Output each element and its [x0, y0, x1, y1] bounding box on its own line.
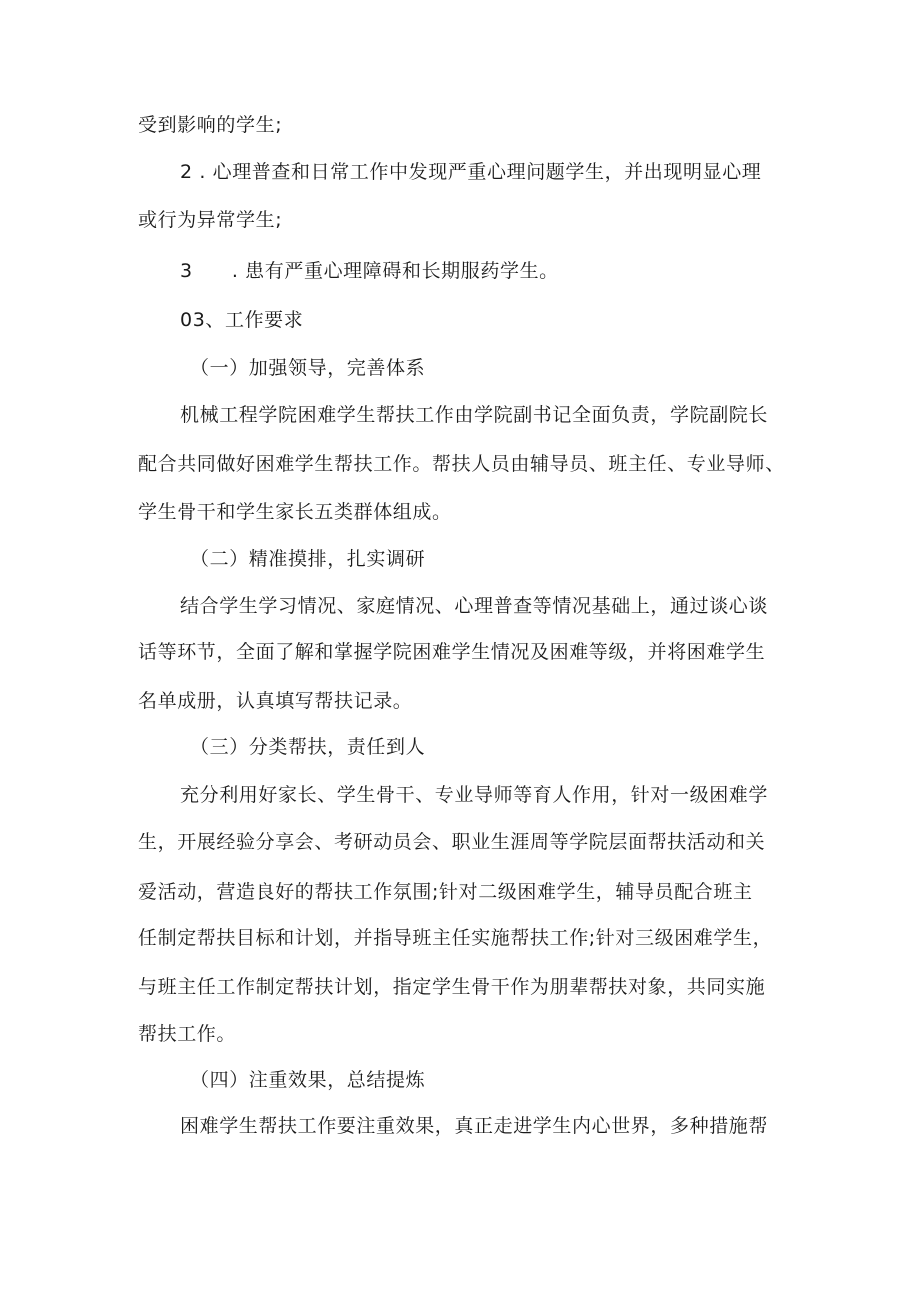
- subsection-heading: （一）加强领导，完善体系: [190, 357, 426, 379]
- paragraph-line: 学生骨干和学生家长五类群体组成。: [138, 501, 452, 523]
- paragraph-line: 爱活动，营造良好的帮扶工作氛围;针对二级困难学生，辅导员配合班主: [138, 881, 753, 903]
- paragraph-line: 困难学生帮扶工作要注重效果，真正走进学生内心世界，多种措施帮: [180, 1115, 769, 1137]
- paragraph-line: 生，开展经验分享会、考研动员会、职业生涯周等学院层面帮扶活动和关: [138, 831, 766, 853]
- paragraph-line: 任制定帮扶目标和计划，并指导班主任实施帮扶工作;针对三级困难学生，: [138, 927, 773, 949]
- subsection-heading: （四）注重效果，总结提炼: [190, 1069, 426, 1091]
- paragraph-line: 话等环节，全面了解和掌握学院困难学生情况及困难等级，并将困难学生: [138, 641, 766, 663]
- text-line: 或行为异常学生;: [138, 209, 283, 231]
- list-item-3: 3 . 患有严重心理障碍和长期服药学生。: [180, 260, 559, 282]
- paragraph-line: 机械工程学院困难学生帮扶工作由学院副书记全面负责，学院副院长: [180, 404, 769, 426]
- paragraph-line: 充分利用好家长、学生骨干、专业导师等育人作用，针对一级困难学: [180, 784, 769, 806]
- subsection-heading: （三）分类帮扶，责任到人: [190, 736, 426, 758]
- paragraph-line: 结合学生学习情况、家庭情况、心理普查等情况基础上，通过谈心谈: [180, 595, 769, 617]
- paragraph-line: 名单成册，认真填写帮扶记录。: [138, 690, 413, 712]
- subsection-heading: （二）精准摸排，扎实调研: [190, 548, 426, 570]
- section-heading: 03、工作要求: [180, 309, 304, 331]
- list-item-2: 2 . 心理普查和日常工作中发现严重心理问题学生，并出现明显心理: [180, 161, 762, 183]
- paragraph-line: 配合共同做好困难学生帮扶工作。帮扶人员由辅导员、班主任、专业导师、: [138, 453, 785, 475]
- text-line: 受到影响的学生;: [138, 114, 283, 136]
- paragraph-line: 帮扶工作。: [138, 1023, 237, 1045]
- paragraph-line: 与班主任工作制定帮扶计划，指定学生骨干作为朋辈帮扶对象，共同实施: [138, 976, 766, 998]
